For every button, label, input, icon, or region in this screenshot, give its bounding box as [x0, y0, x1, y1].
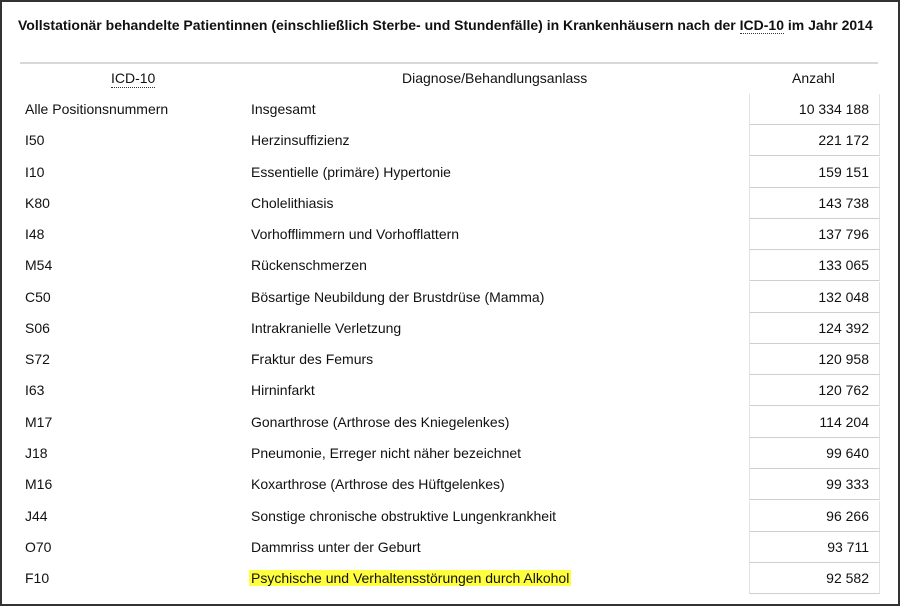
icd-abbreviation[interactable]: ICD-10 — [739, 17, 785, 33]
table-row — [0, 375, 900, 406]
table-row — [0, 94, 900, 125]
title-text: Vollstationär behandelte Patientinnen (einschließlich Sterbe- und Stundenfälle) in Krankenhäusern nach der — [18, 17, 740, 33]
count: 114 204 — [749, 407, 880, 438]
diagnosis: Insgesamt — [251, 101, 316, 117]
count: 93 711 — [749, 532, 880, 563]
icd-code: I10 — [25, 163, 45, 180]
icd-code: S72 — [25, 351, 50, 368]
table-row — [0, 313, 900, 344]
table-row — [0, 282, 900, 313]
diagnosis: Hirninfarkt — [251, 382, 315, 399]
table-row — [0, 501, 900, 532]
diagnosis: Cholelithiasis — [251, 194, 334, 211]
diagnosis: Intrakranielle Verletzung — [251, 319, 402, 336]
count: 137 796 — [749, 219, 880, 250]
icd-code: M54 — [25, 257, 53, 274]
diagnosis: Koxarthrose (Arthrose des Hüftgelenkes) — [251, 476, 505, 493]
table-row — [0, 532, 900, 563]
table-row — [0, 563, 900, 594]
icd-code: M17 — [25, 413, 53, 430]
header-count: Anzahl — [792, 70, 835, 86]
icd-code: O70 — [25, 538, 52, 555]
title-text-end: im Jahr 2014 — [784, 17, 873, 33]
table-row — [0, 219, 900, 250]
count: 120 958 — [749, 344, 880, 375]
diagnosis: Sonstige chronische obstruktive Lungenkrankheit — [251, 507, 557, 524]
count: 96 266 — [749, 501, 880, 532]
count: 10 334 188 — [749, 94, 880, 125]
icd-code: I50 — [25, 132, 45, 149]
icd-code: M16 — [25, 476, 53, 493]
table-title — [18, 15, 888, 35]
count: 92 582 — [749, 563, 880, 594]
diagnosis: Essentielle (primäre) Hypertonie — [251, 163, 451, 180]
icd-code: I48 — [25, 226, 45, 243]
diagnosis: Rückenschmerzen — [251, 257, 367, 274]
icd-code: K80 — [25, 194, 50, 211]
diagnosis: Pneumonie, Erreger nicht näher bezeichnet — [251, 444, 522, 461]
diagnosis: Dammriss unter der Geburt — [251, 538, 421, 555]
count: 99 333 — [749, 469, 880, 500]
count: 99 640 — [749, 438, 880, 469]
table-row — [0, 188, 900, 219]
icd-code: J18 — [25, 444, 48, 461]
diagnosis: Bösartige Neubildung der Brustdrüse (Mamma) — [251, 288, 545, 305]
table-row — [0, 157, 900, 188]
diagnosis: Vorhofflimmern und Vorhofflattern — [251, 226, 460, 243]
table-row — [0, 125, 900, 156]
count: 159 151 — [749, 157, 880, 188]
diagnosis: Gonarthrose (Arthrose des Kniegelenkes) — [251, 413, 510, 430]
table-row — [0, 250, 900, 281]
header-icd[interactable]: ICD-10 — [111, 70, 156, 86]
icd-code: F10 — [25, 570, 50, 587]
count: 132 048 — [749, 282, 880, 313]
diagnosis: Herzinsuffizienz — [251, 132, 350, 149]
count: 143 738 — [749, 188, 880, 219]
diagnosis: Fraktur des Femurs — [251, 351, 374, 368]
icd-code: Alle Positionsnummern — [25, 101, 169, 117]
table-row — [0, 438, 900, 469]
table-row — [0, 407, 900, 438]
header-diagnosis: Diagnose/Behandlungsanlass — [402, 70, 588, 86]
count: 221 172 — [749, 125, 880, 156]
count: 133 065 — [749, 250, 880, 281]
icd-code: I63 — [25, 382, 45, 399]
icd-code: S06 — [25, 319, 50, 336]
header-divider — [20, 62, 878, 64]
count: 124 392 — [749, 313, 880, 344]
diagnosis: Psychische und Verhaltensstörungen durch Alkohol — [251, 570, 570, 587]
icd-code: J44 — [25, 507, 48, 524]
icd-code: C50 — [25, 288, 51, 305]
table-row — [0, 344, 900, 375]
count: 120 762 — [749, 375, 880, 406]
table-row — [0, 469, 900, 500]
